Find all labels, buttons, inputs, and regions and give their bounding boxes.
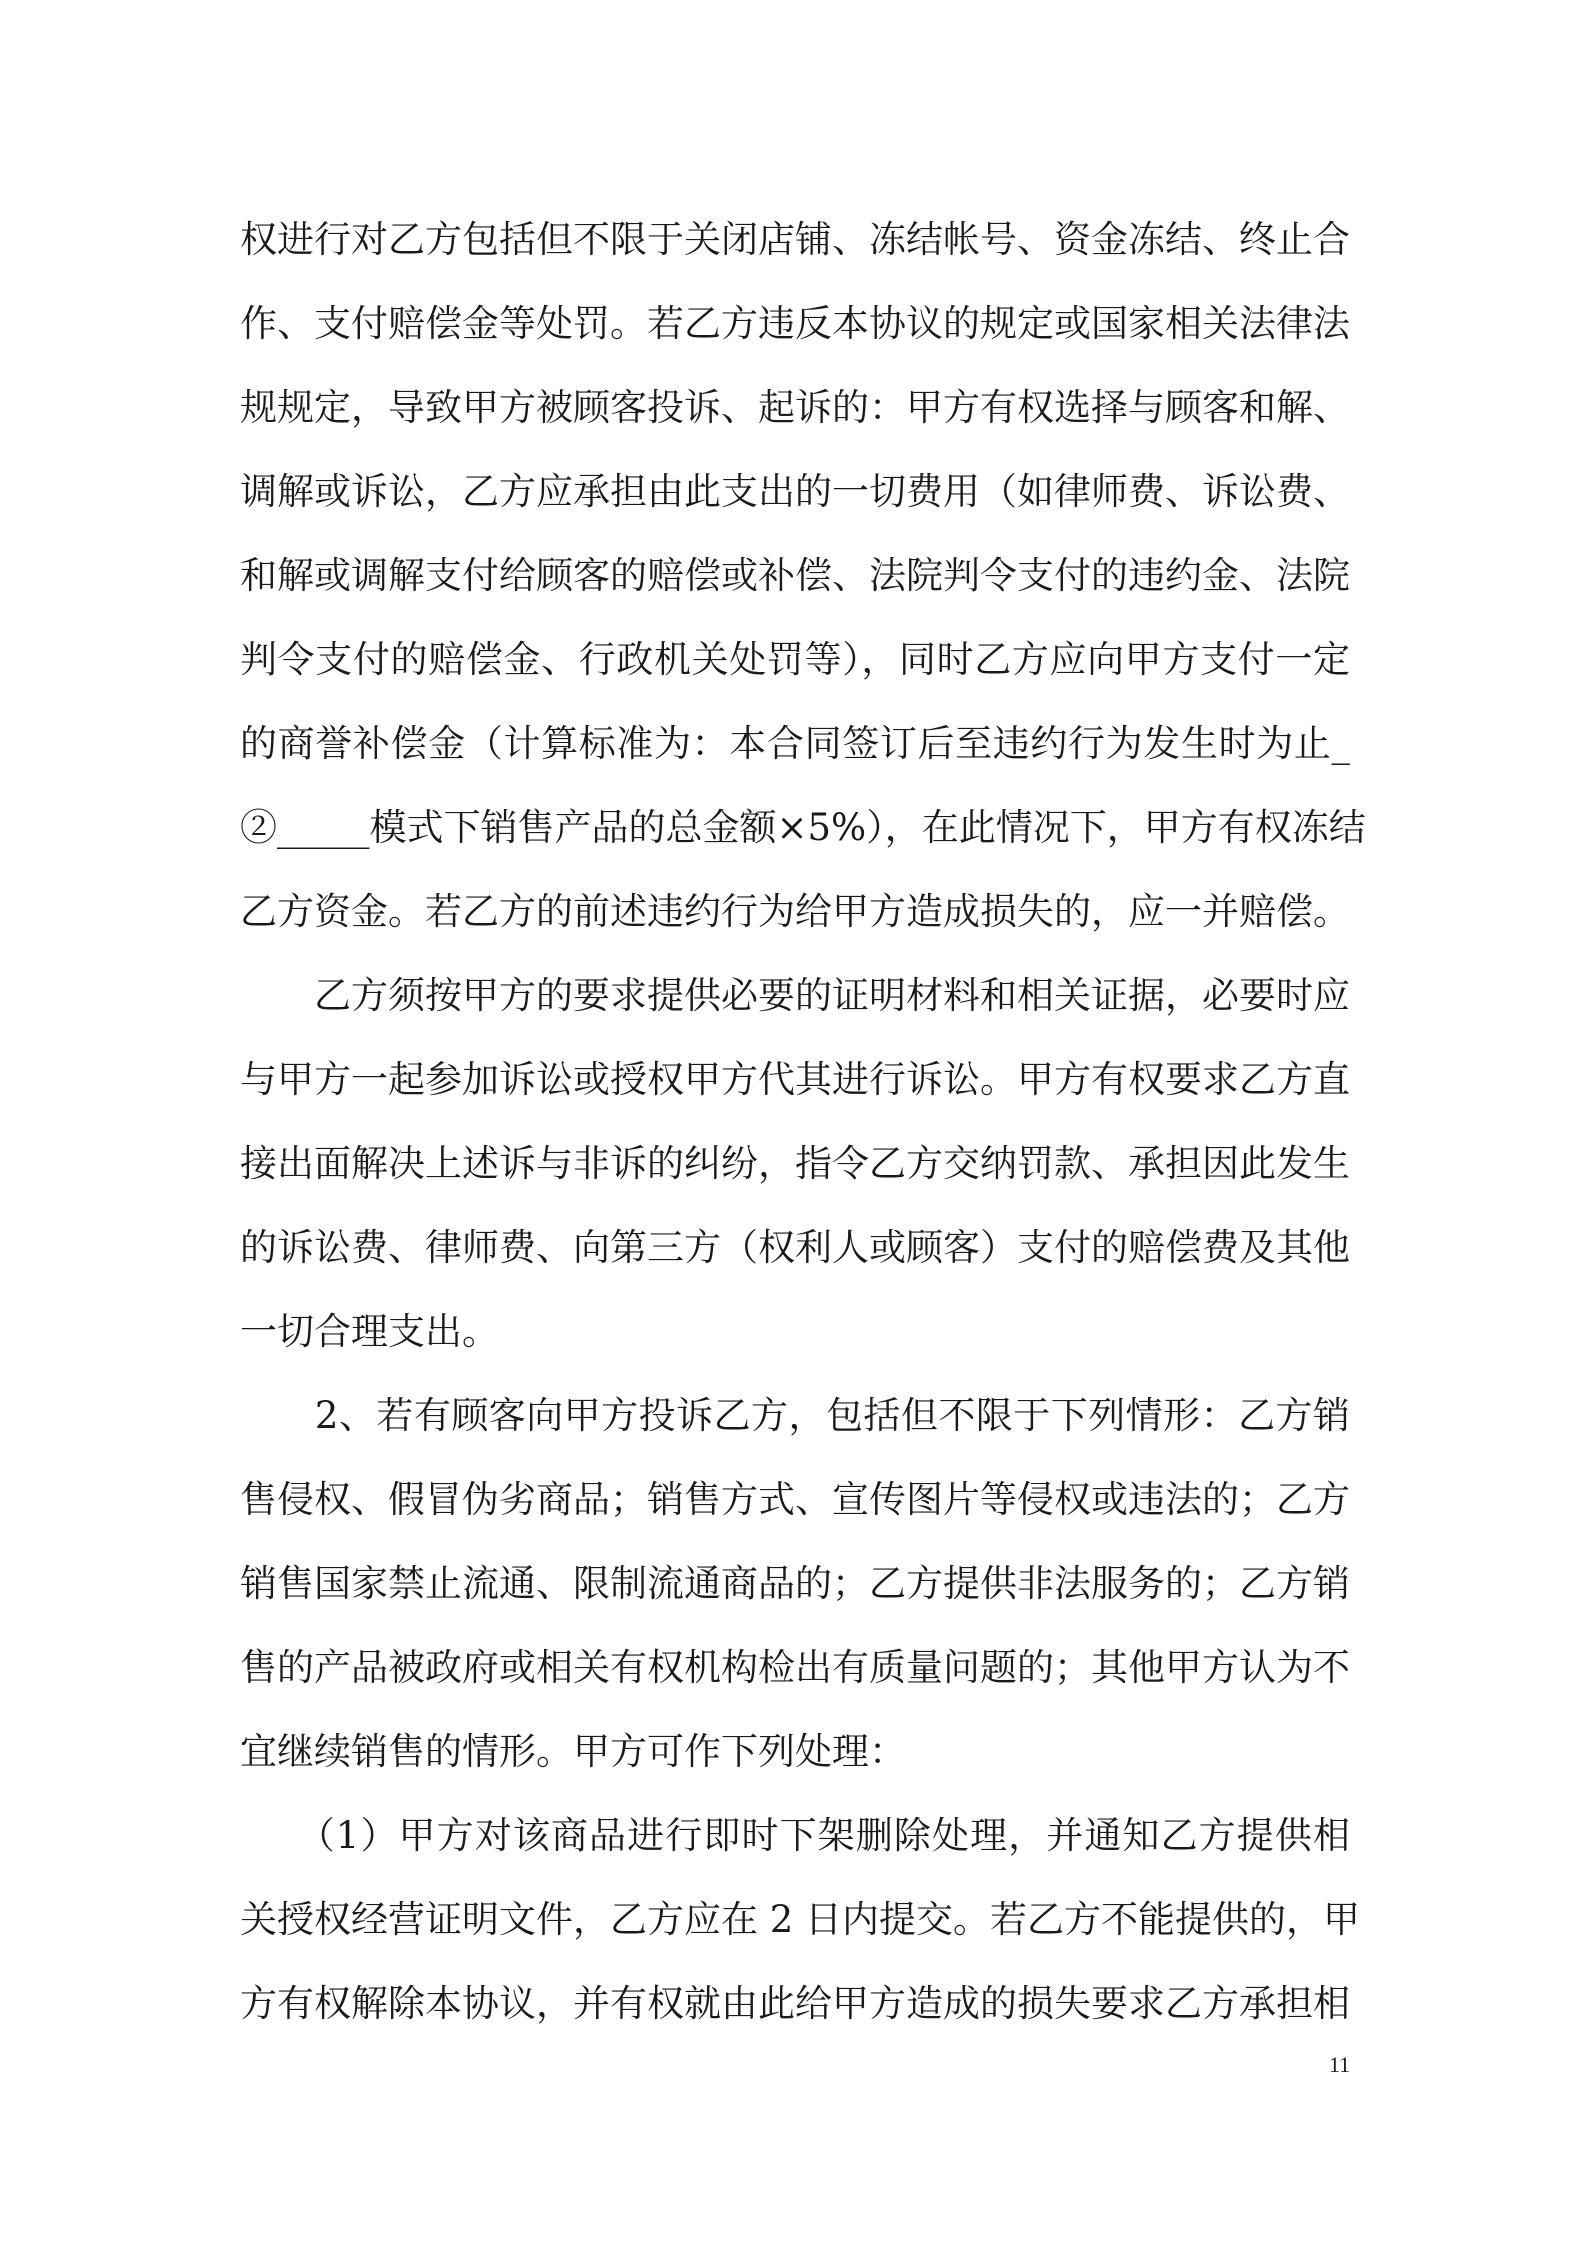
body-text [240, 198, 1366, 2046]
text-line: 和解或调解支付给顾客的赔偿或补偿、法院判令支付的违约金、法院 [240, 554, 1350, 597]
text-line: 作、支付赔偿金等处罚。若乙方违反本协议的规定或国家相关法律法 [240, 302, 1350, 345]
text-line: 规规定，导致甲方被顾客投诉、起诉的：甲方有权选择与顾客和解、 [240, 386, 1350, 429]
text-line: 关授权经营证明文件，乙方应在 2 日内提交。若乙方不能提供的，甲 [240, 1898, 1361, 1941]
text-line: 的商誉补偿金（计算标准为：本合同签订后至违约行为发生时为止_ [240, 722, 1350, 765]
page-number: 11 [1329, 2052, 1351, 2077]
text-line: 判令支付的赔偿金、行政机关处罚等），同时乙方应向甲方支付一定 [240, 638, 1350, 681]
text-line: ②_____模式下销售产品的总金额×5%），在此情况下，甲方有权冻结 [240, 806, 1366, 849]
text-line: 销售国家禁止流通、限制流通商品的；乙方提供非法服务的；乙方销 [240, 1562, 1350, 1605]
text-line: （1）甲方对该商品进行即时下架删除处理，并通知乙方提供相 [240, 1814, 1350, 1857]
text-line: 宜继续销售的情形。甲方可作下列处理： [240, 1730, 906, 1773]
text-line: 2、若有顾客向甲方投诉乙方，包括但不限于下列情形：乙方销 [240, 1394, 1350, 1437]
text-line: 接出面解决上述诉与非诉的纠纷，指令乙方交纳罚款、承担因此发生 [240, 1142, 1350, 1185]
text-line: 售的产品被政府或相关有权机构检出有质量问题的；其他甲方认为不 [240, 1646, 1350, 1689]
text-line: 乙方须按甲方的要求提供必要的证明材料和相关证据，必要时应 [240, 974, 1350, 1017]
text-line: 乙方资金。若乙方的前述违约行为给甲方造成损失的，应一并赔偿。 [240, 890, 1350, 933]
text-line: 一切合理支出。 [240, 1310, 499, 1353]
text-line: 权进行对乙方包括但不限于关闭店铺、冻结帐号、资金冻结、终止合 [240, 218, 1350, 261]
text-line: 方有权解除本协议，并有权就由此给甲方造成的损失要求乙方承担相 [240, 1982, 1350, 2025]
text-line: 与甲方一起参加诉讼或授权甲方代其进行诉讼。甲方有权要求乙方直 [240, 1058, 1350, 1101]
text-line: 的诉讼费、律师费、向第三方（权利人或顾客）支付的赔偿费及其他 [240, 1226, 1350, 1269]
text-line: 调解或诉讼，乙方应承担由此支出的一切费用（如律师费、诉讼费、 [240, 470, 1350, 513]
text-line: 售侵权、假冒伪劣商品；销售方式、宣传图片等侵权或违法的；乙方 [240, 1478, 1350, 1521]
